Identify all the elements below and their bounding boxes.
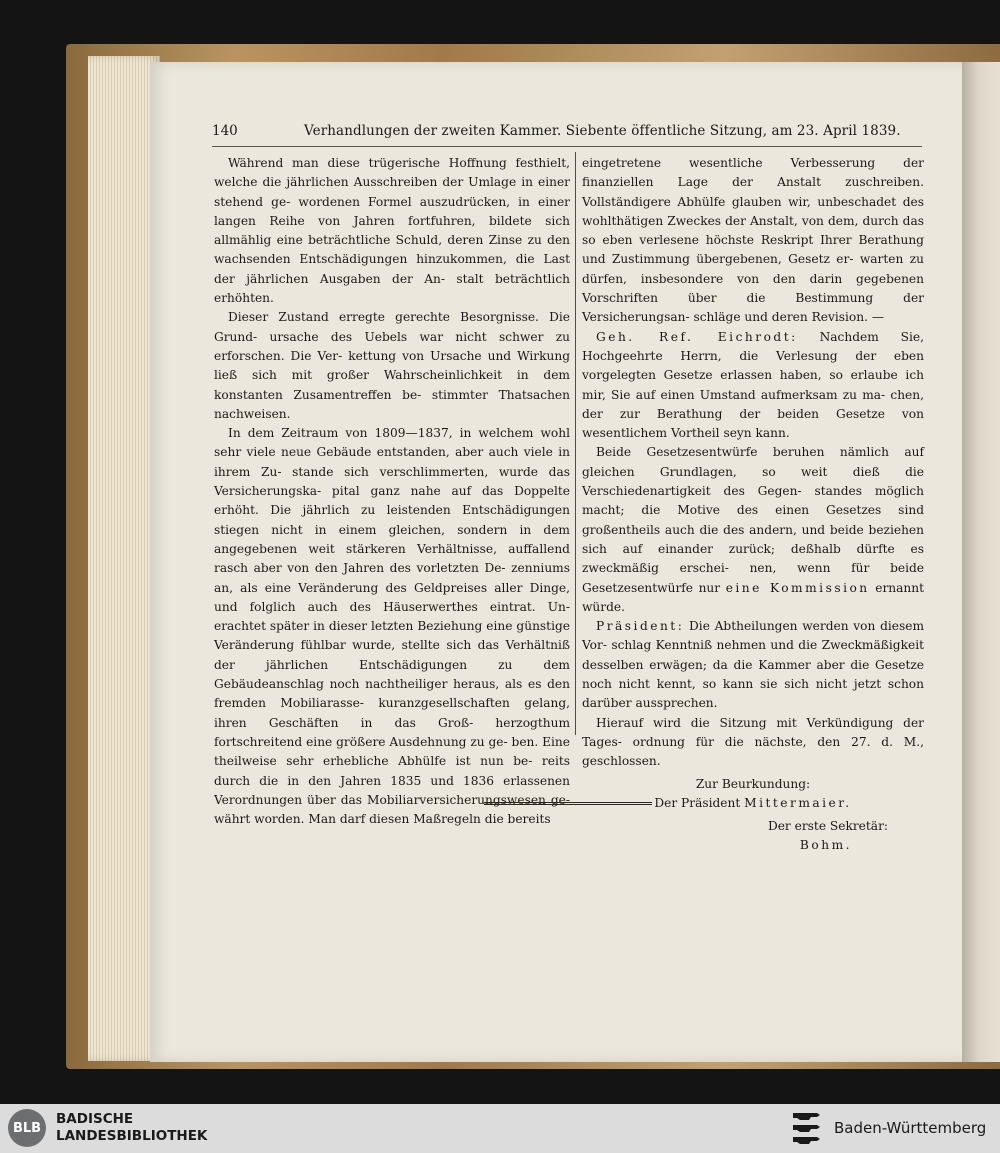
secretary-title: Der erste Sekretär: <box>767 819 888 834</box>
page-number: 140 <box>212 123 238 139</box>
speech-text: Die Abtheilungen werden von diesem Vor- schlag Kenntniß nehmen und die Zweckmäßigkeit desselben erwägen; da die Kammer aber die Gesetze noch nicht kennt, so kann sie sich nicht jetzt schon darüber aussprechen. <box>582 619 924 711</box>
left-column <box>214 154 570 829</box>
column-divider <box>575 152 576 735</box>
speech-text: Nachdem Sie, Hochgeehrte Herrn, die Verlesung der eben vorgelegten Gesetze erlassen haben, so erlaube ich mir, Sie auf einen Umstand aufmerksam zu ma- chen, der zur Berathung der beiden Gesetze von wesentlichem Vortheil seyn kann. <box>582 329 924 441</box>
library-name[interactable] <box>56 1111 207 1145</box>
text-run: ernannt würde. <box>582 580 925 614</box>
facing-page-edge <box>962 62 1000 1062</box>
paragraph <box>582 443 924 617</box>
library-name-line2: LANDESBIBLIOTHEK <box>56 1128 208 1144</box>
speaker-name: Präsident: <box>596 619 685 634</box>
footer-bar <box>0 1104 1000 1153</box>
paragraph: Dieser Zustand erregte gerechte Besorgnisse. Die Grund- ursache des Uebels war nicht schwer zu erforschen. Die Ver- kettung von Ursache und Wirkung ließ sich mit großer Wahrscheinlichkeit in dem konstanten Zusamentreffen be- stimmter Thatsachen nachweisen. <box>214 310 570 421</box>
paragraph: Hierauf wird die Sitzung mit Verkündigung der Tages- ordnung für die nächste, den 27. d. M., geschlossen. <box>582 715 924 769</box>
state-name[interactable]: Baden-Württemberg <box>834 1119 987 1137</box>
paragraph: Während man diese trügerische Hoffnung festhielt, welche die jährlichen Ausschreiben der Umlage in einer stehend ge- wordenen Formel auszudrücken, in einer langen Reihe von Jahren fortfuhren, bildete sich allmählig eine beträchtliche Schuld, deren Zinse zu den wachsenden Entschädigungen hinzukommen, die Last der jährlichen Ausgaben der An- stalt beträchtlich erhöhten. <box>214 156 570 306</box>
president-title: Der Präsident <box>654 795 745 810</box>
blb-logo-icon[interactable]: BLB <box>8 1109 46 1147</box>
president-name: Mittermaier. <box>744 795 852 810</box>
paragraph: eingetretene wesentliche Verbesserung der finanziellen Lage der Anstalt zuschreiben. Vollständigere Abhülfe glauben wir, unbeschadet des wohlthätigen Zweckes der Anstalt, von dem, durch das so eben verlesene höchste Reskript Ihrer Berathung und Zustimmung übergebenen, Gesetz er- warten zu dürfen, insbesondere von den darin gegebenen Vorschriften über die Bestimmung der Versicherungsan- schläge und deren Revision. — <box>582 156 924 325</box>
text-run: Beide Gesetzesentwürfe beruhen nämlich auf gleichen Grundlagen, so weit dieß die Verschiedenartigkeit des Gegen- standes möglich macht; die Motive des einen Gesetzes sind großentheils auch die des andern, und beide beziehen sich auf einander zurück; deßhalb dürfte es zweckmäßig erschei- nen, wenn für beide Gesetzesentwürfe nur <box>582 445 924 595</box>
header-rule <box>212 146 922 147</box>
secretary-name <box>582 836 924 855</box>
emphasis-text: eine Kommission <box>725 580 870 595</box>
right-column <box>582 154 924 856</box>
closing-rule <box>484 802 652 805</box>
secretary-name-text: Bohm. <box>799 838 852 853</box>
library-name-line1: BADISCHE <box>56 1111 134 1127</box>
paragraph: In dem Zeitraum von 1809—1837, in welchem wohl sehr viele neue Gebäude entstanden, aber auch viele in ihrem Zu- stande sich verschlimmerten, wurde das Versicherungska- pital ganz nahe auf das Doppelte erhöht. Die jährlich zu leistenden Entschädigungen stiegen nicht in einem gleichen, sondern in dem angegebenen weit stärkeren Verhältnisse, auffallend rasch aber von den Jahren des vorletzten De- zenniums an, als eine Veränderung des Geldpreises aller Dinge, und folglich auch des Häuserwerthes eintrat. Un- erachtet später in dieser letzten Beziehung eine günstige Veränderung fühlbar wurde, stellte sich das Verhältniß der jährlichen Entschädigungen zu dem Gebäudeanschlag noch nachtheiliger heraus, als es den fremden Mobiliarasse- kuranzgesellschaften gelang, ihren Geschäften in das Groß- herzogthum fortschreitend eine größere Ausdehnung zu ge- ben. Eine theilweise sehr erhebliche Abhülfe ist nun be- reits durch die in den Jahren 1835 und 1836 erlassenen Verordnungen über das Mobiliarversicherungswesen ge- währt worden. Man darf diesen Maßregeln die bereits <box>214 426 570 827</box>
speaker-name: Geh. Ref. Eichrodt: <box>596 329 798 344</box>
running-title: Verhandlungen der zweiten Kammer. Siebente öffentliche Sitzung, am 23. April 1839. <box>304 123 901 139</box>
attestation-line: Zur Beurkundung: <box>695 776 811 791</box>
paragraph-speech <box>582 617 924 713</box>
three-lions-coat-of-arms-icon <box>789 1110 825 1148</box>
paragraph-speech <box>582 328 924 444</box>
running-header <box>212 123 901 143</box>
